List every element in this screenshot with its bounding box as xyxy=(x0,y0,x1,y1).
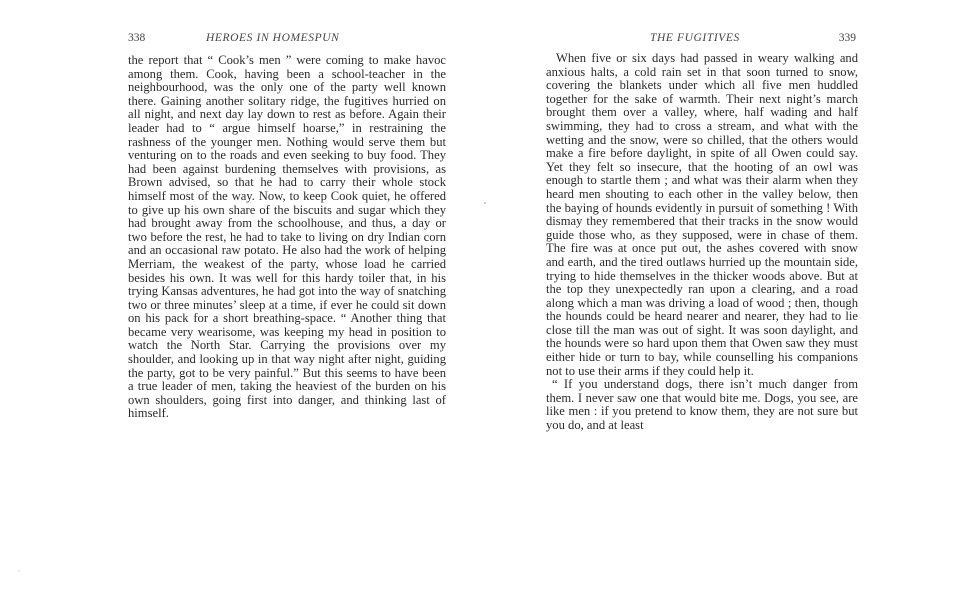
right-page-paragraph-2: “ If you understand dogs, there isn’t much danger from them. I never saw one that would bite me. Dogs, you see, are like men : if you pretend to know them, they are not sure but you do, and at least xyxy=(546,377,858,433)
left-page xyxy=(128,32,446,421)
left-running-head xyxy=(128,32,446,50)
left-running-title: HEROES IN HOMESPUN xyxy=(206,32,340,44)
left-page-number: 338 xyxy=(128,32,146,44)
right-page xyxy=(546,32,858,433)
right-running-title: THE FUGITIVES xyxy=(650,32,740,44)
left-page-paragraph: the report that “ Cook’s men ” were coming to make havoc among them. Cook, having been a school-teacher in the neighbourhood, was the only one of the party well known there. Gaining another solitary ridge, the fugitives hurried on all night, and next day lay down to rest as before. Again their leader had to “ argue himself hoarse,” in restraining the rashness of the younger men. Nothing would serve them but venturing on to the roads and even seeking to buy food. They had been against burdening themselves with provisions, as Brown advised, so that he had to carry their whole stock himself most of the way. Now, to keep Cook quiet, he offered to give up his own share of the biscuits and sugar which they had brought away from the schoolhouse, and thus, a day or two before the rest, he had to take to living on dry Indian corn and an occasional raw potato. He also had the work of helping Merriam, the weakest of the party, whose load he carried besides his own. It was well for this hardy toiler that, in his trying Kansas adventures, he had got into the way of snatching two or three minutes’ sleep at a time, if ever he could sit down on his pack for a short breathing-space. “ Another thing that became very wearisome, was keeping my head in position to watch the North Star. Carrying the provisions over my shoulder, and looking up in that way night after night, guiding the party, got to be very painful.” But this seems to have been a true leader of men, taking the heaviest of the burden on his own shoulders, going first into danger, and thinking last of himself. xyxy=(128,53,446,421)
right-running-head xyxy=(546,32,858,50)
right-page-paragraph-1: When five or six days had passed in weary walking and anxious halts, a cold rain set in that soon turned to snow, covering the blankets under which all five men huddled together for the sake of warmth. Their next night’s march brought them over a valley, where, half wading and half swimming, they had to cross a stream, and what with the wetting and the snow, were so chilled, that the others would make a fire before daylight, in spite of all Owen could say. Yet they felt so insecure, that the hooting of an owl was enough to startle them ; and what was their alarm when they heard men shouting to each other in the valley below, then the baying of hounds evidently in pursuit of something ! With dismay they remembered that their tracks in the snow would guide those who, as they supposed, were in chase of them. The fire was at once put out, the ashes covered with snow and earth, and the tired outlaws hurried up the mountain side, trying to hide themselves in the thicker woods above. But at the top they unexpectedly ran upon a clearing, and a road along which a man was driving a load of wood ; then, though the hounds could be heard nearer and nearer, they had to lie close till the man was out of sight. It was soon daylight, and the hounds were so hard upon them that Owen saw they must either hide or turn to bay, while counselling his companions not to use their arms if they could help it. xyxy=(546,51,858,378)
paper-speck xyxy=(18,570,20,572)
paper-speck xyxy=(484,202,486,204)
right-page-number: 339 xyxy=(838,32,856,44)
